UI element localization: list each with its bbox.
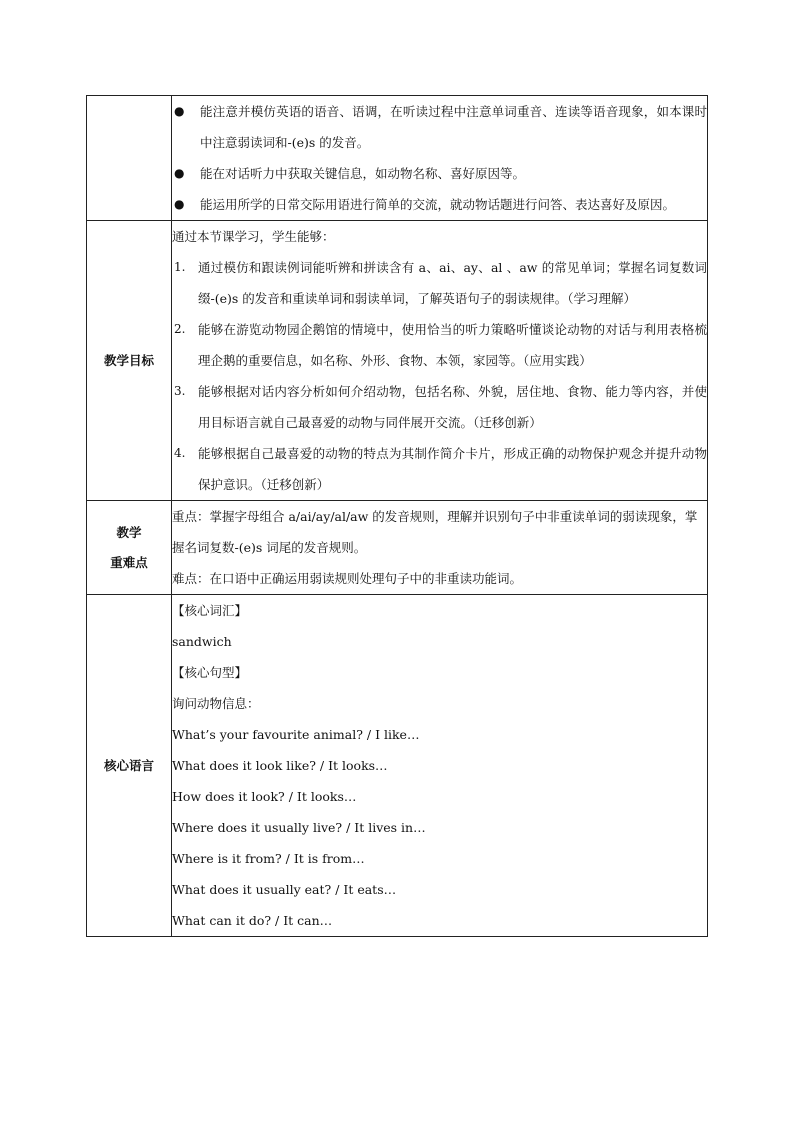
abilities-content — [172, 96, 708, 221]
vocab-heading: 【核心词汇】 — [172, 603, 248, 618]
list-item — [172, 252, 707, 314]
item-number: 1. — [174, 260, 186, 274]
core-language-label: 核心语言 — [87, 595, 172, 937]
bullet-icon: ● — [174, 166, 185, 180]
vocab-word: sandwich — [172, 634, 232, 649]
list-item — [172, 96, 707, 158]
objective-text: 能够在游览动物园企鹅馆的情境中，使用恰当的听力策略听懂谈论动物的对话与利用表格梳理企鹅的重要信息，如名称、外形、食物、本领，家园等。（应用实践） — [198, 322, 707, 368]
pattern-heading: 【核心句型】 — [172, 665, 248, 680]
sentence-pattern: What does it usually eat? / It eats… — [172, 882, 397, 897]
sentence-pattern: What does it look like? / It looks… — [172, 758, 388, 773]
bullet-icon: ● — [174, 104, 185, 118]
ability-text: 能运用所学的日常交际用语进行简单的交流，就动物话题进行问答、表达喜好及原因。 — [200, 197, 676, 212]
list-item — [172, 314, 707, 376]
list-item — [172, 189, 707, 220]
key-points-label — [87, 501, 172, 595]
lesson-plan-table — [86, 95, 708, 937]
sentence-pattern: How does it look? / It looks… — [172, 789, 357, 804]
list-item — [172, 158, 707, 189]
objectives-content — [172, 221, 708, 501]
sentence-pattern: Where is it from? / It is from… — [172, 851, 365, 866]
objectives-row — [87, 221, 708, 501]
objectives-label: 教学目标 — [87, 221, 172, 501]
list-item — [172, 438, 707, 500]
key-points-label-line1: 教学 — [116, 524, 142, 540]
objective-text: 通过模仿和跟读例词能听辨和拼读含有 a、ai、ay、al 、aw 的常见单词；掌握名词复数词缀-(e)s 的发音和重读单词和弱读单词，了解英语句子的弱读规律。（学习理解） — [198, 260, 707, 306]
abilities-row — [87, 96, 708, 221]
sentence-pattern: What can it do? / It can… — [172, 913, 333, 928]
item-number: 3. — [174, 384, 186, 398]
bullet-icon: ● — [174, 197, 185, 211]
objectives-intro: 通过本节课学习，学生能够： — [172, 229, 335, 244]
sentence-pattern: Where does it usually live? / It lives in… — [172, 820, 426, 835]
pattern-intro: 询问动物信息： — [172, 696, 260, 711]
key-points-row — [87, 501, 708, 595]
item-number: 2. — [174, 322, 186, 336]
objective-text: 能够根据对话内容分析如何介绍动物，包括名称、外貌，居住地、食物、能力等内容，并使用目标语言就自己最喜爱的动物与同伴展开交流。（迁移创新） — [198, 384, 707, 430]
key-points-content — [172, 501, 708, 595]
ability-text: 能在对话听力中获取关键信息，如动物名称、喜好原因等。 — [200, 166, 526, 181]
item-number: 4. — [174, 446, 186, 460]
difficulty-text: 难点：在口语中正确运用弱读规则处理句子中的非重读功能词。 — [172, 571, 523, 586]
ability-text: 能注意并模仿英语的语音、语调，在听读过程中注意单词重音、连读等语音现象，如本课时中注意弱读词和-(e)s 的发音。 — [200, 104, 707, 150]
abilities-label — [87, 96, 172, 221]
core-language-content — [172, 595, 708, 937]
focus-text: 重点：掌握字母组合 a/ai/ay/al/aw 的发音规则，理解并识别句子中非重读单词的弱读现象，掌握名词复数-(e)s 词尾的发音规则。 — [172, 509, 698, 555]
core-language-row — [87, 595, 708, 937]
objective-text: 能够根据自己最喜爱的动物的特点为其制作简介卡片，形成正确的动物保护观念并提升动物保护意识。（迁移创新） — [198, 446, 707, 492]
sentence-pattern: What’s your favourite animal? / I like… — [172, 727, 420, 742]
list-item — [172, 376, 707, 438]
key-points-label-line2: 重难点 — [110, 554, 148, 570]
